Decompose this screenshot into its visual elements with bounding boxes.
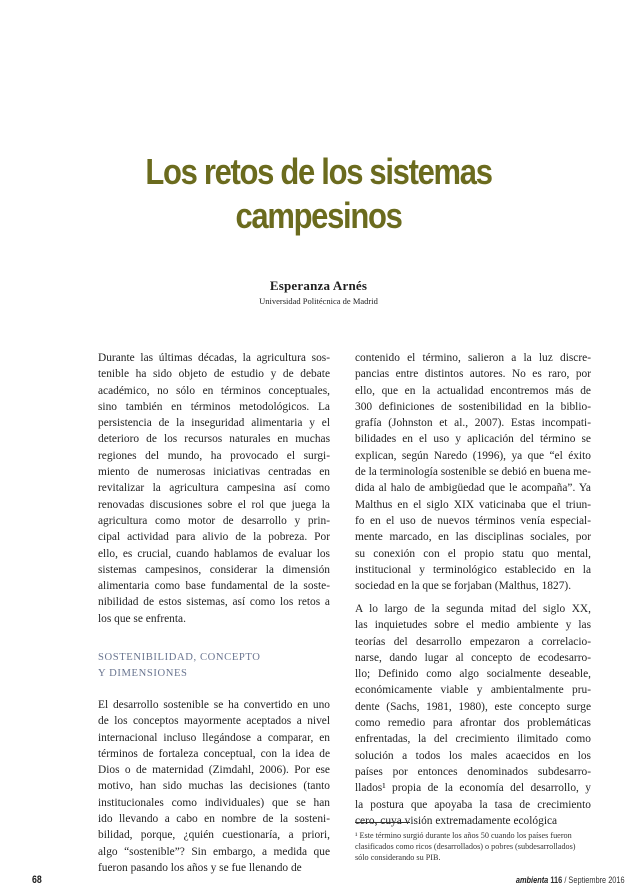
text-line: las inquietudes sobre el medio ambiente y las [355, 619, 591, 632]
text-line: agricultura como motor de desarrollo y prin- [98, 514, 330, 527]
text-line: económicamente viable y ambientalmente pru- [355, 684, 591, 697]
text-line: dente (Sachs, 1981, 1980), este concepto surge [355, 700, 591, 713]
right-column-paragraph-1 [355, 350, 591, 594]
left-column-paragraph-2 [98, 697, 330, 876]
text-line: tenible ha sido objeto de estudio y de debate [98, 368, 330, 381]
footer-date: / Septiembre 2016 [564, 875, 625, 885]
text-line: bilidad, porque, ¿quién cuestionaría, a priori, [98, 829, 330, 842]
text-line: institucionales como individuales) que se han [98, 796, 330, 809]
text-line: fo en el uso de nuevos términos venía especial- [355, 514, 591, 527]
text-line: de los conceptos mayormente aceptados a nivel [98, 715, 330, 728]
text-line: institucional y terminológico establecido en la [355, 563, 591, 576]
text-line: grafía (Johnston et al., 2007). Estas incompati- [355, 417, 591, 430]
text-line: miento de numerosas iniciativas centradas en [98, 466, 330, 479]
text-line: términos de fortaleza conceptual, con la idea de [98, 747, 330, 760]
text-line: Dios o de maternidad (Zimdahl, 2006). Por ese [98, 764, 330, 777]
text-line: como remedio para afrontar dos problemáticas [355, 717, 591, 730]
left-column-paragraph-1 [98, 350, 330, 627]
text-line: teorías del desarrollo empezaron a correlacio- [355, 635, 591, 648]
text-line: su conexión con el propio statu quo mental, [355, 547, 591, 560]
text-line: dida al halo de ambigüedad que le acompaña”. Ya [355, 482, 591, 495]
text-line: regiones del mundo, ha provocado el surgi- [98, 449, 330, 462]
text-line: nibilidad de estos sistemas, así como los retos a [98, 596, 330, 609]
footer-issue-number: 116 [550, 875, 563, 885]
text-line: cero, cuya visión extremadamente ecológica [355, 814, 558, 827]
title-line-2: campesinos [235, 195, 402, 236]
section-heading-line-2: Y DIMENSIONES [98, 668, 188, 679]
text-line: fueron pasando los años y se fue llenando de [98, 861, 302, 874]
footnote: ¹ Este término surgió durante los años 50 cuando los países fueron clasificados como ricos (desarrollados) o pobres (subdesarrollados) sólo considerando su PIB. [355, 831, 576, 862]
text-line: solución a todos los males acaecidos en los [355, 749, 591, 762]
text-line: llo; Definido como algo socialmente deseable, [355, 668, 591, 681]
text-line: deterioro de los recursos naturales en muchas [98, 433, 330, 446]
text-line: sistemas campesinos, considerar la dimensión [98, 563, 330, 576]
text-line: internacional incluso llegándose a comparar, en [98, 731, 330, 744]
text-line: alimentaria como base fundamental de la soste- [98, 580, 330, 593]
text-line: académico, no sólo en términos conceptuales, [98, 384, 330, 397]
text-line: contenido el término, salieron a la luz discre- [355, 352, 591, 364]
right-column-paragraph-2 [355, 601, 591, 829]
author-affiliation: Universidad Politécnica de Madrid [259, 296, 378, 306]
text-line: A lo largo de la segunda mitad del siglo XX, [355, 603, 591, 615]
text-line: bilidades en el uso y aplicación del término se [355, 433, 591, 446]
page-number: 68 [32, 874, 42, 886]
footnote-rule [355, 822, 410, 823]
text-line: países por entonces denominados subdesarro- [355, 765, 591, 778]
text-line: mente marcado, en las disciplinas sociales, por [355, 531, 591, 544]
text-line: revitalizar la agricultura campesina así como [98, 482, 330, 495]
footer-issue [516, 875, 625, 885]
text-line: algo “sostenible”? Sin embargo, a medida que [98, 845, 330, 858]
text-line: El desarrollo sostenible se ha convertido en uno [98, 699, 330, 711]
text-line: cipal actividad para alivio de la pobreza. Por [98, 531, 330, 544]
text-line: de la terminología sostenible se debió en buena me- [355, 466, 591, 479]
title-line-1: Los retos de los sistemas [145, 151, 492, 192]
text-line: ido llevando a cabo en nombre de la sosteni- [98, 813, 330, 826]
text-line: enfrentadas, la del crecimiento ilimitado como [355, 733, 591, 746]
text-line: la postura que apoyaba la tasa de crecimiento [355, 798, 591, 811]
text-line: renovadas discusiones sobre el rol que juega la [98, 498, 330, 511]
text-line: explican, según Naredo (1996), ya que “el éxito [355, 449, 591, 462]
text-line: ello, que en la actualidad encontremos más de [355, 384, 591, 397]
text-line: motivo, han sido muchas las decisiones (tanto [98, 780, 330, 793]
section-heading [98, 650, 330, 682]
author-name: Esperanza Arnés [269, 278, 368, 293]
text-line: Malthus en el siglo XIX vaticinaba que el triun- [355, 498, 591, 511]
section-heading-line-1: SOSTENIBILIDAD, CONCEPTO [98, 652, 261, 663]
text-line: sino también en términos metodológicos. La [98, 400, 330, 413]
article-title [45, 150, 593, 238]
text-line: persistencia de la inseguridad alimentaria y el [98, 417, 330, 430]
text-line: los que se enfrenta. [98, 612, 186, 625]
text-line: sociedad en la que se forjaban (Malthus, 1827). [355, 580, 572, 593]
text-line: pancias entre distintos autores. No es raro, por [355, 368, 591, 381]
footer-brand: ambienta [516, 875, 549, 885]
text-line: Durante las últimas décadas, la agricultura sos- [98, 352, 330, 364]
text-line: narse, dando lugar al concepto de ecodesarro- [355, 651, 591, 664]
text-line: llados¹ propia de la economía del desarrollo, y [355, 782, 591, 795]
text-line: 300 definiciones de sostenibilidad en la biblio- [355, 400, 591, 413]
text-line: ello, es crucial, cuando hablamos de evaluar los [98, 547, 330, 560]
